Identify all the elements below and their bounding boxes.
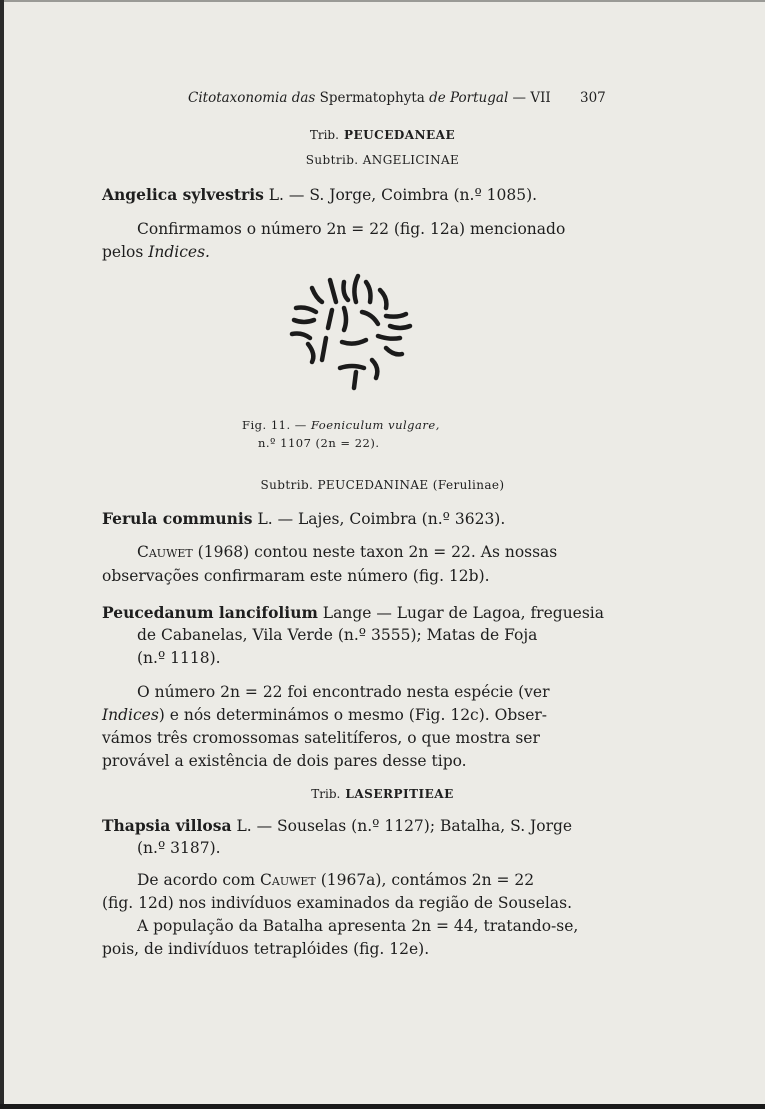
caption-species: Foeniculum vulgare, [310, 418, 440, 432]
chromosome [312, 288, 322, 302]
chromosome [354, 372, 356, 388]
species-name: Thapsia villosa [102, 816, 232, 835]
chromosome [362, 312, 378, 324]
species-ferula [102, 509, 505, 528]
chromosome [294, 320, 314, 322]
chromosome [372, 360, 377, 378]
author-name: Cauwet [260, 871, 316, 889]
species-name: Angelica sylvestris [102, 185, 264, 204]
species-locality: L. — Lajes, Coimbra (n.º 3623). [252, 510, 506, 528]
chromosome [386, 348, 402, 354]
chromosome [342, 340, 366, 344]
trib-name: PEUCEDANEAE [344, 128, 456, 142]
paragraph-line [102, 243, 210, 261]
chromosome [378, 336, 400, 339]
species-name: Peucedanum lancifolium [102, 603, 318, 622]
chromosome [390, 326, 410, 328]
subtribe-heading-angelicinae: Subtrib. ANGELICINAE [305, 153, 460, 167]
paragraph-line: observações confirmaram este número (fig. 12b). [102, 567, 490, 585]
text-span: (1967a), contámos 2n = 22 [315, 871, 535, 889]
author-name: Cauwet [137, 543, 193, 561]
trib-name: LASERPITIEAE [345, 787, 454, 801]
text-span: (1968) contou neste taxon 2n = 22. As nossas [192, 543, 558, 561]
paragraph-line [137, 543, 557, 561]
species-thapsia [102, 816, 572, 835]
paragraph-line [137, 871, 534, 889]
figure-caption-line1 [242, 418, 440, 432]
running-title-italic-2: de Portugal [429, 90, 509, 106]
text-span: pelos [102, 243, 149, 261]
species-locality-line: (n.º 1118). [137, 649, 221, 667]
species-name: Ferula communis [102, 509, 253, 528]
page-top-edge [0, 0, 765, 2]
species-locality-line: de Cabanelas, Vila Verde (n.º 3555); Matas de Foja [137, 626, 538, 644]
text-span: ) e nós determinámos o mesmo (Fig. 12c). Obser- [158, 706, 548, 724]
tribe-heading-peucedaneae [0, 124, 765, 143]
paragraph-line: vámos três cromossomas satelitíferos, o que mostra ser [102, 729, 540, 747]
paragraph-line: O número 2n = 22 foi encontrado nesta espécie (ver [137, 683, 550, 701]
page-bottom-edge [0, 1104, 765, 1109]
chromosome [386, 314, 406, 317]
chromosome-figure [282, 268, 422, 398]
paragraph-line [102, 706, 547, 724]
running-title-italic: Citotaxonomia das [188, 90, 316, 106]
chromosome [322, 338, 326, 360]
species-angelica [102, 185, 537, 204]
paragraph-line: (fig. 12d) nos indivíduos examinados da região de Souselas. [102, 894, 573, 912]
chromosome [380, 290, 386, 308]
figure-caption-line2: n.º 1107 (2n = 22). [258, 436, 380, 450]
species-peucedanum [102, 603, 604, 622]
subtribe-heading-peucedaninae: Subtrib. PEUCEDANINAE (Ferulinae) [260, 478, 505, 492]
species-locality: L. — S. Jorge, Coimbra (n.º 1085). [263, 186, 538, 204]
chromosome [340, 366, 364, 368]
tribe-heading-laserpitieae [0, 783, 765, 802]
species-locality: Lange — Lugar de Lagoa, freguesia [317, 604, 604, 622]
trib-label: Trib. [309, 128, 339, 142]
chromosome [328, 310, 332, 328]
running-title-plain: Spermatophyta [315, 90, 430, 106]
species-locality: L. — Souselas (n.º 1127); Batalha, S. Jorge [231, 817, 573, 835]
trib-label: Trib. [311, 787, 341, 801]
chromosome [344, 308, 346, 330]
chromosome [308, 344, 313, 362]
chromosome [292, 334, 310, 339]
page-number: 307 [580, 90, 606, 106]
paragraph-line: Confirmamos o número 2n = 22 (fig. 12a) mencionado [137, 220, 566, 238]
species-locality-line: (n.º 3187). [137, 839, 221, 857]
chromosome [354, 276, 358, 302]
running-head [188, 90, 551, 106]
italic-span: Indices [102, 706, 159, 724]
paragraph-line: provável a existência de dois pares desse tipo. [102, 752, 467, 770]
paragraph-line: A população da Batalha apresenta 2n = 44, tratando-se, [137, 917, 579, 935]
chromosome [344, 282, 349, 300]
text-span: De acordo com [137, 871, 261, 889]
running-title-suffix: — VII [508, 90, 551, 106]
italic-span: Indices. [148, 243, 210, 261]
chromosome [330, 280, 336, 302]
caption-prefix: Fig. 11. — [242, 418, 311, 432]
paragraph-line: pois, de indivíduos tetraplóides (fig. 12e). [102, 940, 430, 958]
chromosome [296, 308, 316, 313]
chromosome [366, 282, 371, 302]
